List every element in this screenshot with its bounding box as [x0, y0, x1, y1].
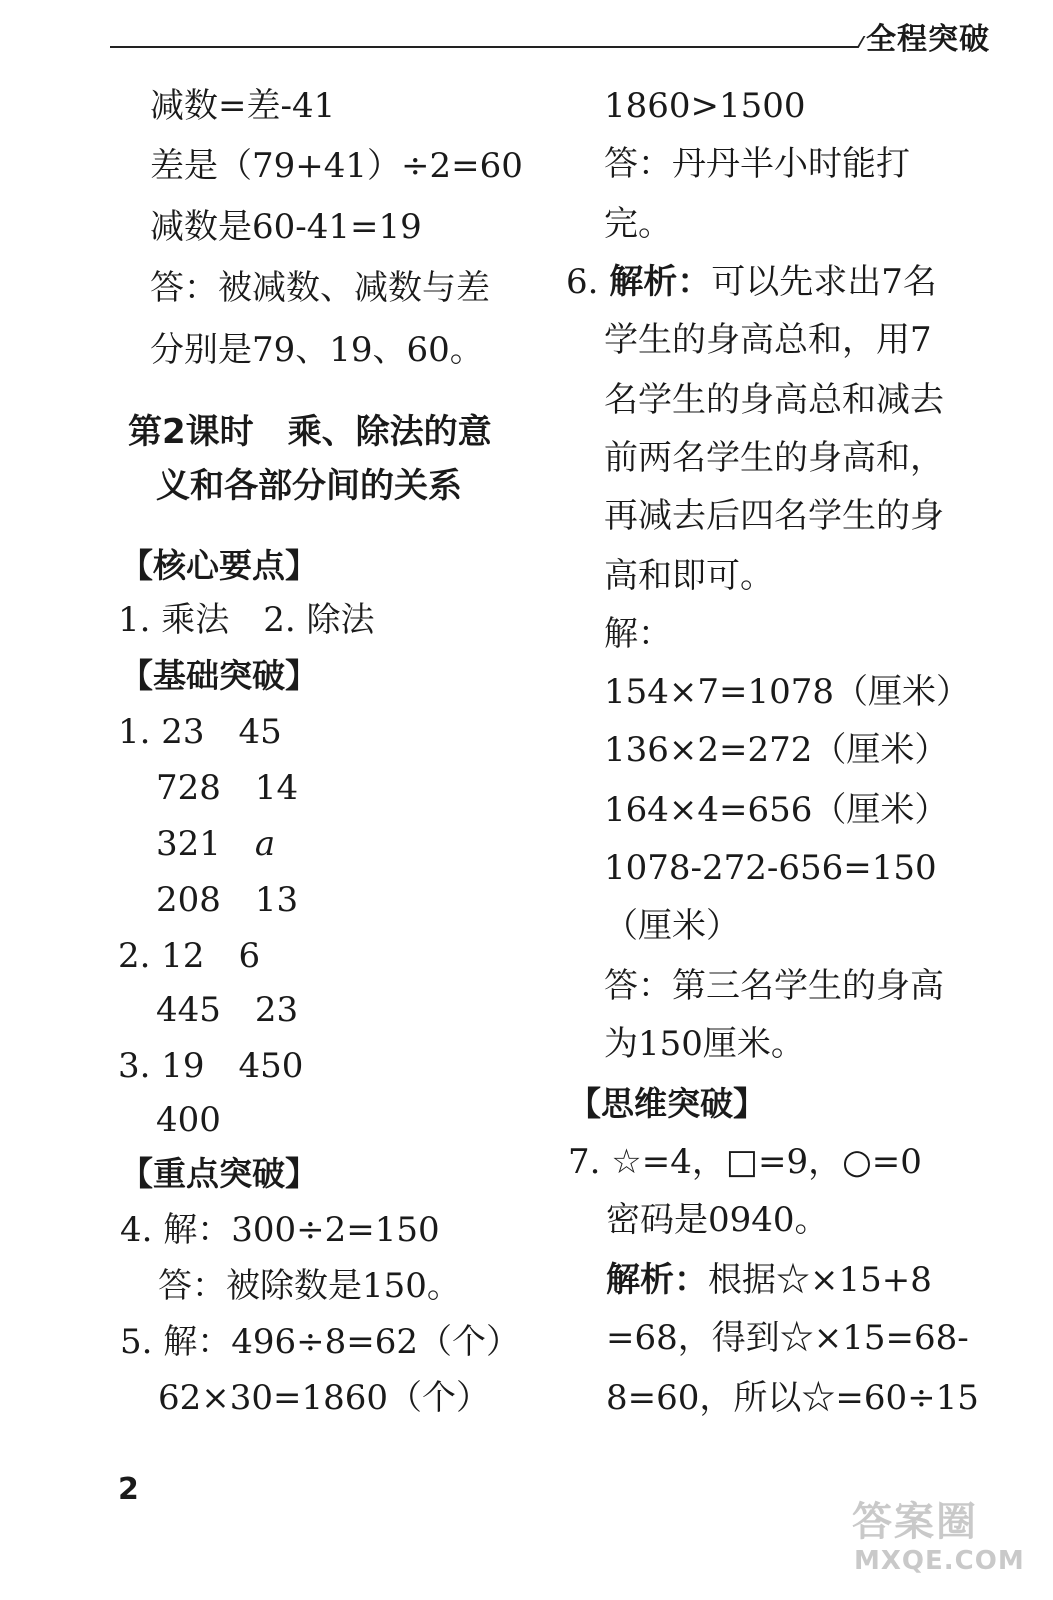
right-line-4: 学生的身高总和，用7	[604, 320, 932, 360]
left-line-3: 答：被减数、减数与差	[150, 268, 490, 308]
right-line-16: 为150厘米。	[604, 1024, 805, 1064]
left-line-11: 728 14	[156, 768, 299, 808]
left-line-10: 1. 23 45	[118, 712, 282, 752]
left-line-13: 208 13	[156, 880, 299, 920]
right-line-6: 前两名学生的身高和，	[604, 438, 944, 478]
right-line-19: 密码是0940。	[606, 1200, 829, 1240]
right-line-14: （厘米）	[604, 906, 740, 946]
analysis-label: 解析：	[606, 1260, 708, 1300]
right-line-15: 答：第三名学生的身高	[604, 966, 944, 1006]
left-line-7: 【核心要点】	[120, 546, 318, 585]
right-line-3	[566, 262, 937, 302]
analysis-text: 根据☆×15+8	[708, 1260, 932, 1300]
header-hook	[843, 36, 866, 48]
left-line-12: 321 a	[156, 824, 276, 864]
left-line-9: 【基础突破】	[120, 656, 318, 695]
right-line-18: 7. ☆=4，□=9，○=0	[568, 1142, 922, 1182]
left-line-0: 减数=差-41	[150, 86, 336, 126]
right-line-11: 136×2=272（厘米）	[604, 730, 949, 770]
left-line-5: 第2课时 乘、除法的意	[128, 412, 492, 452]
right-line-12: 164×4=656（厘米）	[604, 790, 949, 830]
right-line-2: 完。	[604, 204, 672, 244]
left-line-1: 差是（79+41）÷2=60	[150, 146, 523, 186]
left-line-22: 62×30=1860（个）	[158, 1378, 491, 1418]
right-line-5: 名学生的身高总和减去	[604, 380, 944, 420]
left-line-20: 答：被除数是150。	[158, 1266, 461, 1306]
variable-a: a	[254, 824, 276, 864]
left-line-16: 3. 19 450	[118, 1046, 304, 1086]
right-line-22: 8=60，所以☆=60÷15	[606, 1378, 979, 1418]
left-line-17: 400	[156, 1100, 221, 1140]
watermark-logo-text: 答案圈	[852, 1499, 978, 1545]
analysis-text: 可以先求出7名	[711, 262, 937, 302]
item-number: 6.	[566, 262, 610, 302]
header-rule	[110, 46, 848, 48]
right-line-7: 再减去后四名学生的身	[604, 496, 944, 536]
left-line-8: 1. 乘法 2. 除法	[118, 600, 375, 640]
page-number: 2	[118, 1472, 139, 1507]
left-line-21: 5. 解：496÷8=62（个）	[120, 1322, 521, 1362]
left-line-15: 445 23	[156, 990, 299, 1030]
right-line-13: 1078-272-656=150	[604, 848, 937, 888]
right-line-20	[606, 1260, 932, 1300]
right-line-1: 答：丹丹半小时能打	[604, 144, 910, 184]
right-line-21: =68，得到☆×15=68-	[606, 1318, 969, 1358]
left-line-18: 【重点突破】	[120, 1154, 318, 1193]
header-title: 全程突破	[866, 22, 990, 57]
watermark-url: MXQE.COM	[854, 1546, 1025, 1576]
left-line-19: 4. 解：300÷2=150	[120, 1210, 440, 1250]
right-line-10: 154×7=1078（厘米）	[604, 672, 971, 712]
left-line-14: 2. 12 6	[118, 936, 261, 976]
left-line-4: 分别是79、19、60。	[150, 330, 484, 370]
right-line-0: 1860>1500	[604, 86, 806, 126]
right-line-9: 解：	[604, 614, 672, 654]
right-line-17: 【思维突破】	[568, 1084, 766, 1123]
watermark	[842, 1490, 1025, 1590]
right-line-8: 高和即可。	[604, 556, 774, 596]
left-line-2: 减数是60-41=19	[150, 207, 422, 247]
left-line-6: 义和各部分间的关系	[156, 466, 462, 506]
analysis-label: 解析：	[609, 262, 712, 302]
